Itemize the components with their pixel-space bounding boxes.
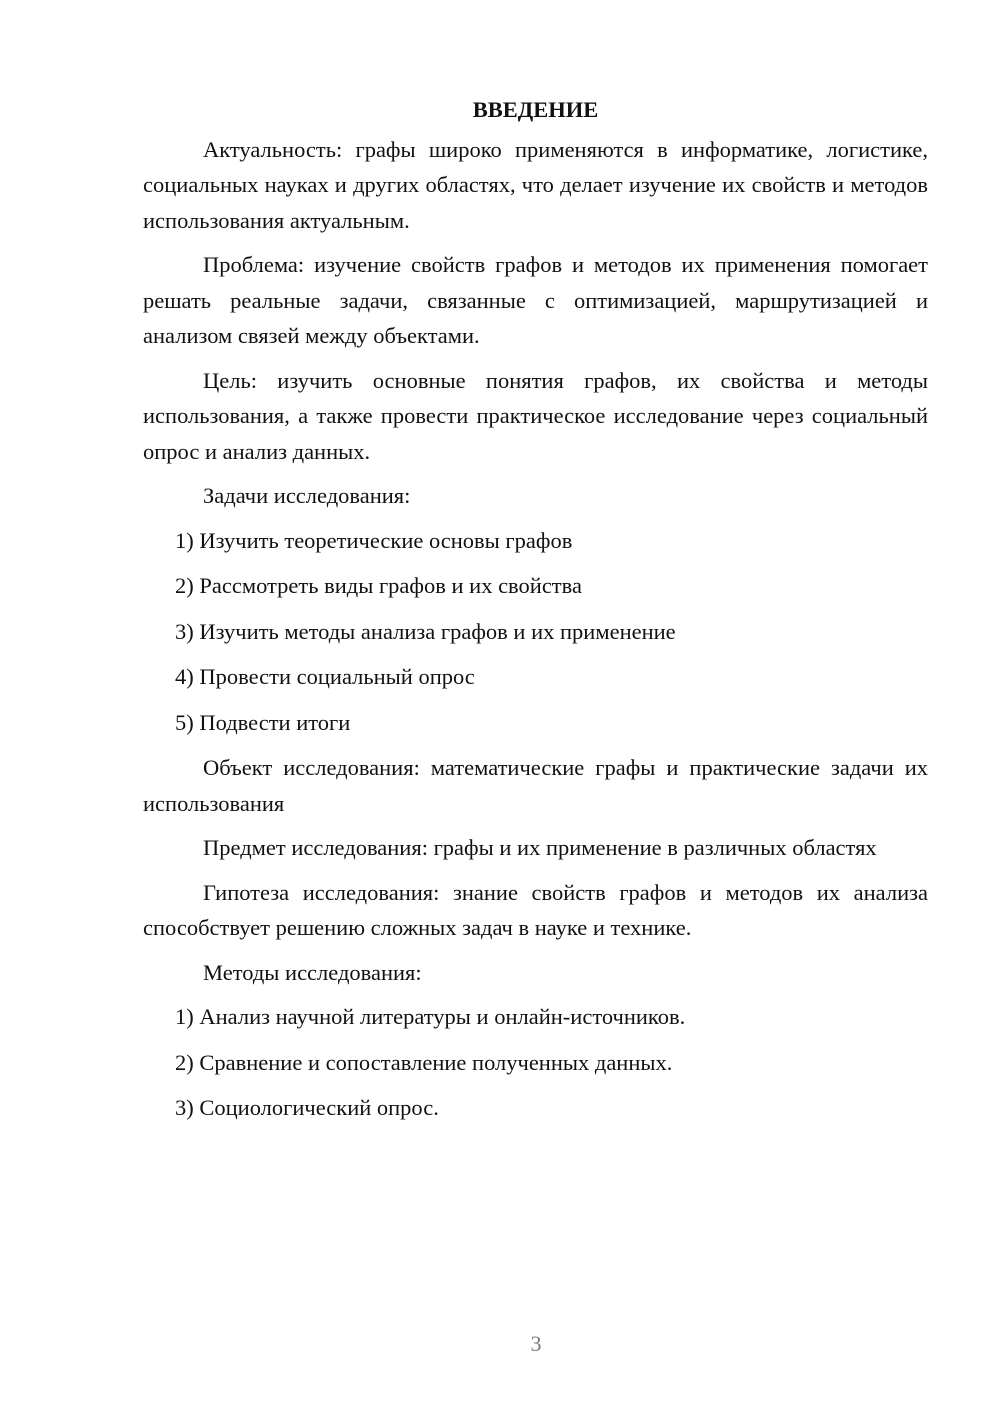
tasks-heading: Задачи исследования: [203,483,411,508]
task-item: 1) Изучить теоретические основы графов [175,527,573,553]
task-item: 2) Рассмотреть виды графов и их свойства [175,573,582,598]
methods-heading: Методы исследования: [203,959,422,985]
methods-list [143,999,928,1126]
relevance-paragraph: Актуальность: графы широко применяются в информатике, логистике, социальных науках и других областях, что делает изучение их свойств и методов использования актуальным. [143,136,928,233]
tasks-list [143,523,928,741]
section-title: ВВЕДЕНИЕ [472,97,599,122]
method-item: 3) Социологический опрос. [175,1095,439,1120]
subject-paragraph: Предмет исследования: графы и их применение в различных областях [203,835,877,860]
goal-paragraph: Цель: изучить основные понятия графов, их свойства и методы использования, а также провести практическое исследование через социальный опрос и анализ данных. [143,367,928,464]
object-paragraph: Объект исследования: математические графы и практические задачи их использования [143,755,928,816]
page-number: 3 [530,1331,542,1356]
hypothesis-paragraph: Гипотеза исследования: знание свойств графов и методов их анализа способствует решению сложных задач в науке и технике. [143,879,928,940]
problem-paragraph: Проблема: изучение свойств графов и методов их применения помогает решать реальные задачи, связанные с оптимизацией, маршрутизацией и анализом связей между объектами. [143,252,928,348]
method-item: 2) Сравнение и сопоставление полученных данных. [175,1049,673,1075]
page-content [143,92,928,1136]
task-item: 4) Провести социальный опрос [175,664,475,689]
method-item: 1) Анализ научной литературы и онлайн-источников. [175,1004,686,1029]
task-item: 5) Подвести итоги [175,709,351,735]
task-item: 3) Изучить методы анализа графов и их применение [175,618,676,644]
